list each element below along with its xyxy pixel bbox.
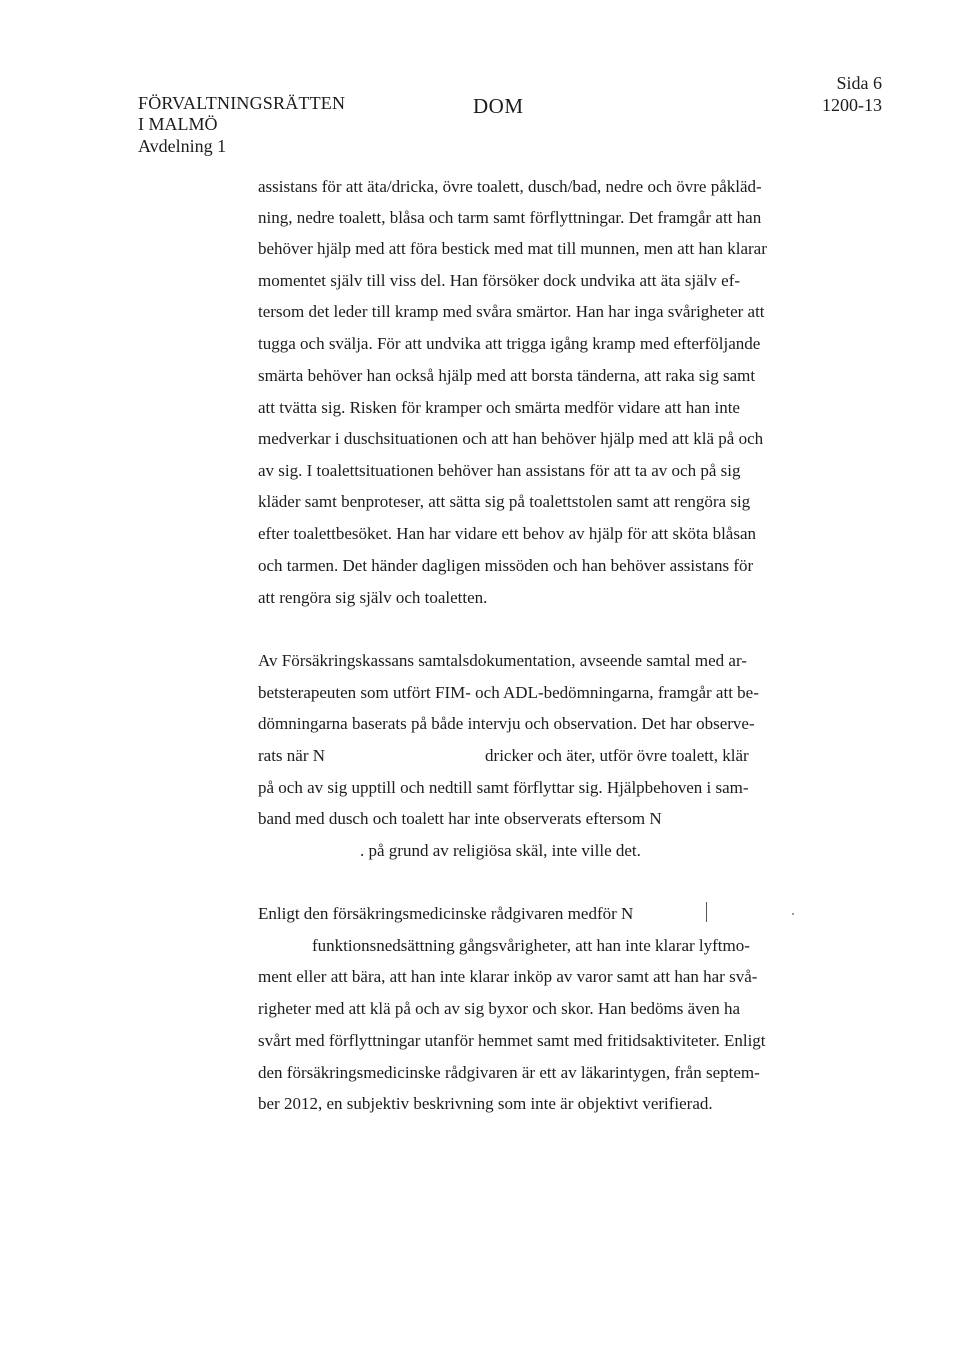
- paragraph-line: funktionsnedsättning gångsvårigheter, att han inte klarar lyftmo-: [312, 936, 750, 955]
- paragraph-line: [258, 745, 749, 767]
- scan-mark: [706, 902, 707, 922]
- paragraph-line: . på grund av religiösa skäl, inte ville det.: [360, 841, 641, 860]
- paragraph-line: ber 2012, en subjektiv beskrivning som inte är objektivt verifierad.: [258, 1094, 713, 1113]
- paragraph-line: momentet själv till viss del. Han försöker dock undvika att äta själv ef-: [258, 271, 741, 290]
- line-start-text: rats när N: [258, 746, 326, 765]
- paragraph-line: band med dusch och toalett har inte observerats eftersom N: [258, 809, 662, 828]
- line-start-text: Enligt den försäkringsmedicinske rådgivaren medför N: [258, 904, 634, 923]
- court-division: Avdelning 1: [138, 136, 227, 156]
- paragraph-line: att tvätta sig. Risken för kramper och smärta medför vidare att han inte: [258, 398, 740, 417]
- paragraph-line: av sig. I toalettsituationen behöver han assistans för att ta av och på sig: [258, 461, 741, 480]
- document-type: DOM: [473, 94, 524, 118]
- paragraph-line: [258, 903, 633, 925]
- scan-speck: [792, 913, 794, 915]
- paragraph-line: tersom det leder till kramp med svåra smärtor. Han har inga svårigheter att: [258, 302, 765, 321]
- paragraph-line: den försäkringsmedicinske rådgivaren är ett av läkarintygen, från septem-: [258, 1063, 760, 1082]
- paragraph-line: smärta behöver han också hjälp med att borsta tänderna, att raka sig samt: [258, 366, 756, 385]
- paragraph-line: ning, nedre toalett, blåsa och tarm samt förflyttningar. Det framgår att han: [258, 208, 762, 227]
- paragraph-line: och tarmen. Det händer dagligen missöden och han behöver assistans för: [258, 556, 754, 575]
- paragraph-line: behöver hjälp med att föra bestick med mat till munnen, men att han klarar: [258, 239, 767, 258]
- court-city: I MALMÖ: [138, 114, 218, 134]
- paragraph-line: dömningarna baserats på både intervju och observation. Det har observe-: [258, 714, 755, 733]
- paragraph-line: svårt med förflyttningar utanför hemmet samt med fritidsaktiviteter. Enligt: [258, 1031, 766, 1050]
- paragraph-line: ment eller att bära, att han inte klarar inköp av varor samt att han har svå-: [258, 967, 758, 986]
- paragraph-line: kläder samt benproteser, att sätta sig på toalettstolen samt att rengöra sig: [258, 492, 751, 511]
- court-name: FÖRVALTNINGSRÄTTEN: [138, 93, 346, 113]
- paragraph-line: righeter med att klä på och av sig byxor och skor. Han bedöms även ha: [258, 999, 741, 1018]
- paragraph-line: medverkar i duschsituationen och att han behöver hjälp med att klä på och: [258, 429, 764, 448]
- paragraph-line: efter toalettbesöket. Han har vidare ett behov av hjälp för att sköta blåsan: [258, 524, 757, 543]
- page-number: Sida 6: [836, 73, 882, 93]
- line-end-text: dricker och äter, utför övre toalett, klär: [485, 746, 749, 765]
- paragraph-line: tugga och svälja. För att undvika att trigga igång kramp med efterföljande: [258, 334, 761, 353]
- paragraph-line: betsterapeuten som utfört FIM- och ADL-bedömningarna, framgår att be-: [258, 683, 759, 702]
- case-number: 1200-13: [822, 95, 882, 115]
- paragraph-line: assistans för att äta/dricka, övre toalett, dusch/bad, nedre och övre påkläd-: [258, 177, 762, 196]
- paragraph-line: Av Försäkringskassans samtalsdokumentation, avseende samtal med ar-: [258, 651, 747, 670]
- paragraph-line: på och av sig upptill och nedtill samt förflyttar sig. Hjälpbehoven i sam-: [258, 778, 749, 797]
- paragraph-line: att rengöra sig själv och toaletten.: [258, 588, 488, 607]
